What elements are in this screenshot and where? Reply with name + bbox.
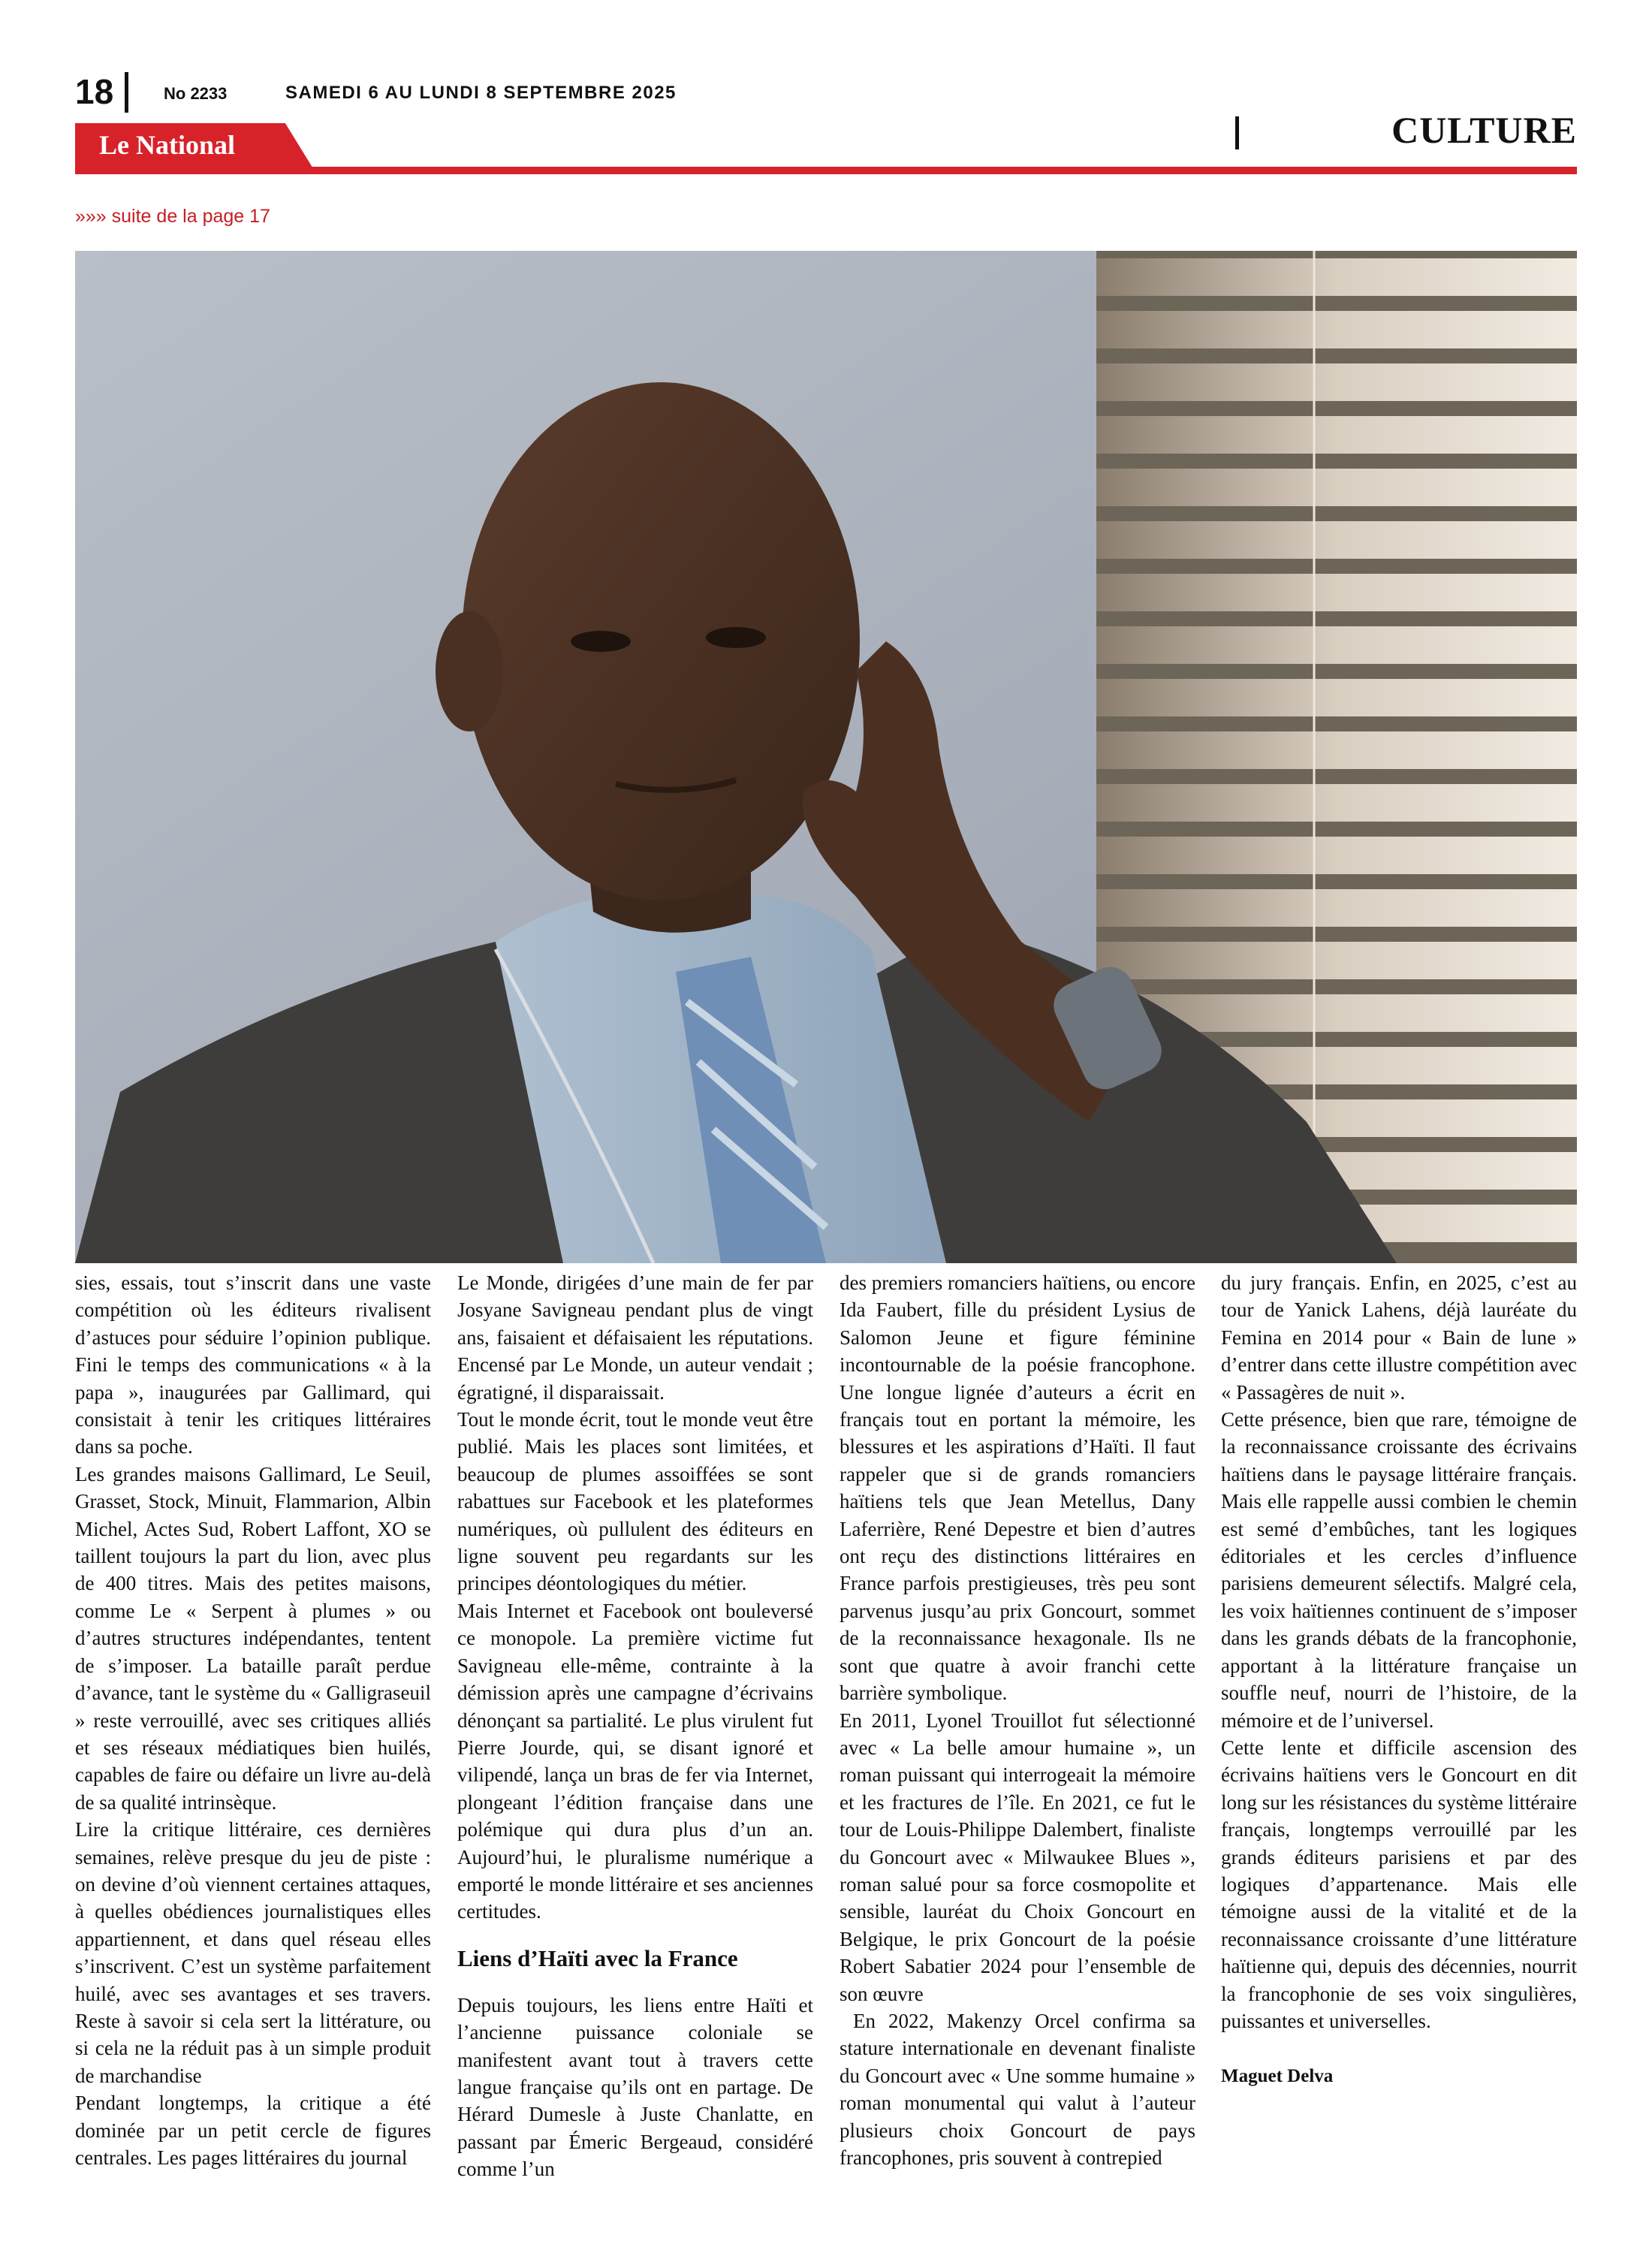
paragraph: du jury français. Enfin, en 2025, c’est au tour de Yanick Lahens, déjà lauréate du Femina en 2014 pour « Bain de lune » d’entrer dans cette illustre compétition avec « Passagères de nuit ». xyxy=(1221,1271,1577,1404)
section-divider xyxy=(1235,116,1239,149)
paragraph: Cette lente et difficile ascension des écrivains haïtiens vers le Goncourt en dit long sur les résistances du système littéraire français, longtemps verrouillé par les grands éditeurs parisiens et par des logiques d’appartenance. Mais elle témoigne aussi de la vitalité et de la reconnaissance croissante d’une littérature haïtienne qui, depuis des décennies, nourrit la francophonie de ses voix singulières, puissantes et universelles. xyxy=(1221,1736,1577,2032)
newspaper-logo: Le National xyxy=(99,130,236,160)
paragraph: Cette présence, bien que rare, témoigne de la reconnaissance croissante des écrivains haïtiens dans le paysage littéraire français. Mais elle rappelle aussi combien le chemin est semé d’embûches, tant les logiques éditoriales et les cercles d’influence parisiens demeurent sélectifs. Malgré cela, les voix haïtiennes continuent de s’imposer dans les grands débats de la francophonie, apportant à la littérature française un souffle neuf, nourri de l’histoire, de la mémoire et de l’universel. xyxy=(1221,1408,1577,1732)
article-column-4 xyxy=(1221,1269,1577,2238)
page-number-divider xyxy=(125,72,128,113)
article-column-3 xyxy=(840,1269,1195,2238)
header-rule xyxy=(75,167,1577,174)
paragraph: des premiers romanciers haïtiens, ou encore Ida Faubert, fille du président Lysius de Salomon Jeune et figure féminine incontournable de la poésie francophone. Une longue lignée d’auteurs a écrit en français tout en portant la mémoire, les blessures et les aspirations d’Haïti. Il faut rappeler que si de grands romanciers haïtiens tels que Jean Metellus, Dany Laferrière, René Depestre et bien d’autres ont reçu des distinctions littéraires en France parfois prestigieuses, très peu sont parvenus jusqu’au prix Goncourt, sommet de la reconnaissance hexagonale. Ils ne sont que quatre à avoir franchi cette barrière symbolique. xyxy=(840,1271,1195,1705)
page-number: 18 xyxy=(75,72,114,111)
section-title: CULTURE xyxy=(1391,109,1577,151)
article-photo xyxy=(75,251,1577,1263)
paragraph: En 2022, Makenzy Orcel confirma sa stature internationale en devenant finaliste du Goncourt avec « Une somme humaine » roman monumental qui valut à l’auteur plusieurs choix Goncourt de pays francophones, pris souvent à contrepied xyxy=(840,2009,1195,2169)
article-column-2 xyxy=(457,1269,813,2238)
portrait-illustration xyxy=(75,251,1577,1263)
article-body xyxy=(75,1269,1577,2238)
author-signature: Maguet Delva xyxy=(1221,2066,1334,2087)
paragraph: En 2011, Lyonel Trouillot fut sélectionné avec « La belle amour humaine », un roman puissant qui interrogeait la mémoire et les fractures de l’île. En 2021, ce fut le tour de Louis-Philippe Dalembert, finaliste du Goncourt avec « Milwaukee Blues », roman salué pour sa force cosmopolite et sensible, lauréat du Choix Goncourt en Belgique, le prix Goncourt de la poésie Robert Sabatier 2024 pour l’ensemble de son œuvre xyxy=(840,1709,1195,2005)
paragraph: Tout le monde écrit, tout le monde veut être publié. Mais les places sont limitées, et beaucoup de plumes assoiffées se sont rabattues sur Facebook et les plateformes numériques, où pullulent des éditeurs en ligne souvent peu regardants sur les principes déontologiques du métier. xyxy=(457,1408,813,1595)
continuation-note: »»» suite de la page 17 xyxy=(75,206,270,227)
paragraph: Mais Internet et Facebook ont bouleversé ce monopole. La première victime fut Savigneau elle-même, contrainte à la démission après une campagne d’écrivains dénonçant sa partialité. Le plus virulent fut Pierre Jourde, qui, se disant ignoré et vilipendé, lança un bras de fer via Internet, plongeant l’édition française dans une polémique qui dura plus d’un an. Aujourd’hui, le pluralisme numérique a emporté le monde littéraire et ses anciennes certitudes. xyxy=(457,1599,813,1923)
paragraph: Le Monde, dirigées d’une main de fer par Josyane Savigneau pendant plus de vingt ans, faisaient et défaisaient les réputations. Encensé par Le Monde, un auteur vendait ; égratigné, il disparaissait. xyxy=(457,1271,813,1404)
paragraph: Pendant longtemps, la critique a été dominée par un petit cercle de figures centrales. Les pages littéraires du journal xyxy=(75,2092,431,2169)
subheading: Liens d’Haïti avec la France xyxy=(457,1944,738,1971)
paragraph: sies, essais, tout s’inscrit dans une vaste compétition où les éditeurs rivalisent d’astuces pour séduire l’opinion publique. Fini le temps des communications « à la papa », inaugurées par Gallimard, qui consistait à tenir les critiques littéraires dans sa poche. xyxy=(75,1271,431,1458)
article-column-1 xyxy=(75,1269,431,2238)
paragraph: Depuis toujours, les liens entre Haïti et l’ancienne puissance coloniale se manifestent avant tout à travers cette langue française qu’ils ont en partage. De Hérard Dumesle à Juste Chanlatte, en passant par Émeric Bergeaud, considéré comme l’un xyxy=(457,1993,813,2181)
paragraph: Lire la critique littéraire, ces dernières semaines, relève presque du jeu de piste : on devine d’où viennent certaines attaques, à quelles obédiences journalistiques elles appartiennent, et dans quel réseau elles s’inscrivent. C’est un système parfaitement huilé, avec ses avantages et ses travers. Reste à savoir si cela sert la littérature, ou si cela ne la réduit pas à un simple produit de marchandise xyxy=(75,1818,431,2087)
issue-date: SAMEDI 6 AU LUNDI 8 SEPTEMBRE 2025 xyxy=(285,83,677,103)
paragraph: Les grandes maisons Gallimard, Le Seuil, Grasset, Stock, Minuit, Flammarion, Albin Michel, Actes Sud, Robert Laffont, XO se taillent toujours la part du lion, avec plus de 400 titres. Mais des petites maisons, comme Le « Serpent à plumes » ou d’autres structures indépendantes, tentent de s’imposer. La bataille paraît perdue d’avance, tant le système du « Galligraseuil » reste verrouillé, avec ses critiques alliés et ses réseaux médiatiques bien huilés, capables de faire ou défaire un livre au-delà de sa qualité intrinsèque. xyxy=(75,1462,431,1814)
issue-number: No 2233 xyxy=(164,84,228,103)
